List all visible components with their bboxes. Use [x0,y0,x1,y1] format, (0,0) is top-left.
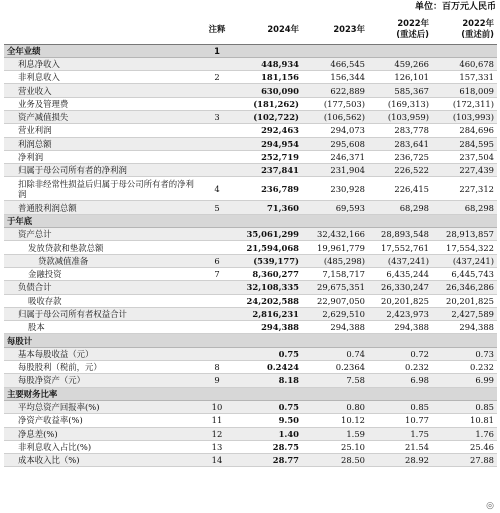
value-2023: 295,608 [302,137,368,150]
table-row [4,347,497,360]
value-2022-restated: 283,641 [368,137,432,150]
value-2022-restated: 6.98 [368,374,432,387]
value-2024: 21,594,068 [234,241,302,254]
row-note [200,321,234,334]
section-fill [234,214,497,227]
row-note: 10 [200,400,234,413]
table-row [4,97,497,110]
row-label: 股本 [4,321,200,334]
section-header-row [4,334,497,347]
section-note [200,214,234,227]
row-label: 金融投资 [4,267,200,280]
row-label: 利息净收入 [4,57,200,70]
table-row [4,400,497,413]
value-2023: 294,073 [302,124,368,137]
row-note: 14 [200,454,234,467]
row-note: 12 [200,427,234,440]
row-note: 6 [200,254,234,267]
table-row [4,454,497,467]
row-note: 4 [200,177,234,201]
header-2022-restated-year: 2022年 [397,18,429,29]
section-title: 主要财务比率 [4,387,200,400]
row-label: 成本收入比（%) [4,454,200,467]
value-2023: 230,928 [302,177,368,201]
section-title: 每股计 [4,334,200,347]
header-2022-previous-year: 2022年 [462,18,494,29]
financial-summary-table [4,15,497,467]
value-2022-previous: 68,298 [432,201,497,214]
row-note [200,137,234,150]
value-2023: 0.2364 [302,361,368,374]
value-2024: 294,388 [234,321,302,334]
row-note: 9 [200,374,234,387]
section-fill [234,387,497,400]
row-label: 非利息收入占比(%) [4,440,200,453]
value-2022-previous: 27.88 [432,454,497,467]
row-label: 发放贷款和垫款总额 [4,241,200,254]
row-note [200,150,234,163]
row-label: 每股股利（税前，元） [4,361,200,374]
row-note [200,164,234,177]
value-2022-restated: 2,423,973 [368,307,432,320]
row-label: 净资产收益率(%) [4,414,200,427]
value-2022-restated: 0.85 [368,400,432,413]
value-2022-restated: 10.77 [368,414,432,427]
header-2023: 2023年 [302,15,368,44]
row-note: 8 [200,361,234,374]
section-title: 于年底 [4,214,200,227]
value-2023: 156,344 [302,71,368,84]
row-note [200,294,234,307]
value-2023: (485,298) [302,254,368,267]
value-2022-previous: 460,678 [432,57,497,70]
value-2022-previous: 28,913,857 [432,228,497,241]
value-2023: 7.58 [302,374,368,387]
value-2022-restated: 283,778 [368,124,432,137]
value-2022-restated: 21.54 [368,440,432,453]
value-2023: 29,675,351 [302,281,368,294]
value-2022-previous: 0.73 [432,347,497,360]
value-2022-previous: 25.46 [432,440,497,453]
value-2022-previous: 0.85 [432,400,497,413]
value-2023: 28.50 [302,454,368,467]
value-2022-previous: 237,504 [432,150,497,163]
table-row [4,361,497,374]
value-2024: 8.18 [234,374,302,387]
section-note [200,387,234,400]
row-note [200,84,234,97]
value-2024: 71,360 [234,201,302,214]
value-2023: 231,904 [302,164,368,177]
value-2024: 0.75 [234,400,302,413]
value-2023: 622,889 [302,84,368,97]
value-2024: 630,090 [234,84,302,97]
value-2022-previous: 0.232 [432,361,497,374]
row-label: 营业收入 [4,84,200,97]
value-2022-previous: (437,241) [432,254,497,267]
value-2022-previous: 26,346,286 [432,281,497,294]
value-2024: 448,934 [234,57,302,70]
section-fill [234,334,497,347]
row-note [200,281,234,294]
row-note [200,347,234,360]
row-note [200,241,234,254]
row-label: 普通股利润总额 [4,201,200,214]
table-row [4,281,497,294]
value-2022-previous: 17,554,322 [432,241,497,254]
value-2022-previous: 20,201,825 [432,294,497,307]
row-note: 5 [200,201,234,214]
row-note [200,97,234,110]
table-row [4,164,497,177]
table-row [4,267,497,280]
value-2023: 0.80 [302,400,368,413]
table-row [4,414,497,427]
value-2024: 28.77 [234,454,302,467]
value-2022-restated: 294,388 [368,321,432,334]
header-label-blank [4,15,200,44]
table-body [4,44,497,467]
value-2023: 466,545 [302,57,368,70]
value-2024: 32,108,335 [234,281,302,294]
value-2024: 292,463 [234,124,302,137]
row-label: 贷款减值准备 [4,254,200,267]
value-2024: 8,360,277 [234,267,302,280]
value-2022-previous: 284,595 [432,137,497,150]
value-2024: 1.40 [234,427,302,440]
value-2022-restated: 459,266 [368,57,432,70]
table-row [4,84,497,97]
value-2023: 19,961,779 [302,241,368,254]
value-2023: 10.12 [302,414,368,427]
value-2024: 28.75 [234,440,302,453]
header-note: 注释 [200,15,234,44]
value-2022-restated: 0.232 [368,361,432,374]
unit-label: 单位：百万元人民币 [414,2,496,12]
section-header-row [4,44,497,57]
table-row [4,137,497,150]
value-2024: 2,816,231 [234,307,302,320]
row-label: 每股净资产（元） [4,374,200,387]
row-note: 11 [200,414,234,427]
value-2022-restated: 28.92 [368,454,432,467]
table-row [4,307,497,320]
value-2022-previous: 157,331 [432,71,497,84]
value-2022-previous: 294,388 [432,321,497,334]
value-2022-restated: 236,725 [368,150,432,163]
table-row [4,241,497,254]
row-label: 非利息收入 [4,71,200,84]
header-2024: 2024年 [234,15,302,44]
value-2023: 32,432,166 [302,228,368,241]
table-header-row [4,15,497,44]
row-label: 归属于母公司所有者的净利润 [4,164,200,177]
value-2022-restated: 0.72 [368,347,432,360]
value-2022-previous: (172,311) [432,97,497,110]
row-label: 归属于母公司所有者权益合计 [4,307,200,320]
row-note: 2 [200,71,234,84]
value-2024: (181,262) [234,97,302,110]
table-row [4,57,497,70]
value-2022-previous: 1.76 [432,427,497,440]
table-row [4,374,497,387]
value-2022-restated: (437,241) [368,254,432,267]
value-2022-restated: 126,101 [368,71,432,84]
value-2022-previous: 2,427,589 [432,307,497,320]
value-2024: 252,719 [234,150,302,163]
value-2023: 22,907,050 [302,294,368,307]
header-2022-restated-tag: (重述后) [396,29,429,40]
section-note: 1 [200,44,234,57]
value-2022-restated: 17,552,761 [368,241,432,254]
value-2022-previous: 618,009 [432,84,497,97]
value-2022-restated: 26,330,247 [368,281,432,294]
value-2024: (102,722) [234,110,302,123]
value-2024: (539,177) [234,254,302,267]
section-note [200,334,234,347]
value-2022-previous: 6.99 [432,374,497,387]
section-header-row [4,214,497,227]
table-row [4,254,497,267]
value-2023: 246,371 [302,150,368,163]
value-2023: 294,388 [302,321,368,334]
value-2022-previous: (103,993) [432,110,497,123]
table-row [4,427,497,440]
header-2022-restated [368,15,432,44]
row-label: 基本每股收益（元） [4,347,200,360]
row-label: 资产减值损失 [4,110,200,123]
value-2022-previous: 227,439 [432,164,497,177]
row-label: 吸收存款 [4,294,200,307]
row-label: 营业利润 [4,124,200,137]
row-note [200,228,234,241]
value-2024: 24,202,588 [234,294,302,307]
value-2023: 69,593 [302,201,368,214]
table-row [4,201,497,214]
table-row [4,321,497,334]
row-note: 3 [200,110,234,123]
value-2023: (106,562) [302,110,368,123]
value-2022-restated: 20,201,825 [368,294,432,307]
section-header-row [4,387,497,400]
value-2024: 35,061,299 [234,228,302,241]
table-row [4,228,497,241]
table-row [4,110,497,123]
value-2022-restated: 1.75 [368,427,432,440]
row-note [200,57,234,70]
value-2022-restated: 585,367 [368,84,432,97]
value-2022-previous: 227,312 [432,177,497,201]
value-2024: 0.2424 [234,361,302,374]
row-label: 资产总计 [4,228,200,241]
row-label: 净利润 [4,150,200,163]
section-fill [234,44,497,57]
value-2022-restated: 28,893,548 [368,228,432,241]
value-2023: 2,629,510 [302,307,368,320]
value-2022-restated: 226,522 [368,164,432,177]
table-row [4,124,497,137]
value-2023: 25.10 [302,440,368,453]
value-2024: 294,954 [234,137,302,150]
header-2022-previous [432,15,497,44]
row-note: 7 [200,267,234,280]
value-2022-restated: 6,435,244 [368,267,432,280]
value-2023: 0.74 [302,347,368,360]
value-2024: 0.75 [234,347,302,360]
row-note [200,124,234,137]
value-2022-restated: 226,415 [368,177,432,201]
watermark: ◎ [486,501,494,511]
value-2022-restated: (169,313) [368,97,432,110]
row-note: 13 [200,440,234,453]
value-2022-previous: 10.81 [432,414,497,427]
table-row [4,150,497,163]
value-2023: 7,158,717 [302,267,368,280]
row-label: 负债合计 [4,281,200,294]
value-2023: (177,503) [302,97,368,110]
value-2022-restated: (103,959) [368,110,432,123]
section-title: 全年业绩 [4,44,200,57]
row-label: 净息差(%) [4,427,200,440]
value-2022-restated: 68,298 [368,201,432,214]
value-2022-previous: 284,696 [432,124,497,137]
row-label: 平均总资产回报率(%) [4,400,200,413]
value-2022-previous: 6,445,743 [432,267,497,280]
table-row [4,294,497,307]
row-label: 业务及管理费 [4,97,200,110]
table-row [4,440,497,453]
header-2022-previous-tag: (重述前) [461,29,494,40]
value-2024: 237,841 [234,164,302,177]
value-2024: 181,156 [234,71,302,84]
table-row [4,177,497,201]
value-2024: 236,789 [234,177,302,201]
row-note [200,307,234,320]
row-label: 扣除非经常性损益后归属于母公司所有者的净利润 [4,177,200,201]
table-row [4,71,497,84]
value-2024: 9.50 [234,414,302,427]
value-2023: 1.59 [302,427,368,440]
row-label: 利润总额 [4,137,200,150]
